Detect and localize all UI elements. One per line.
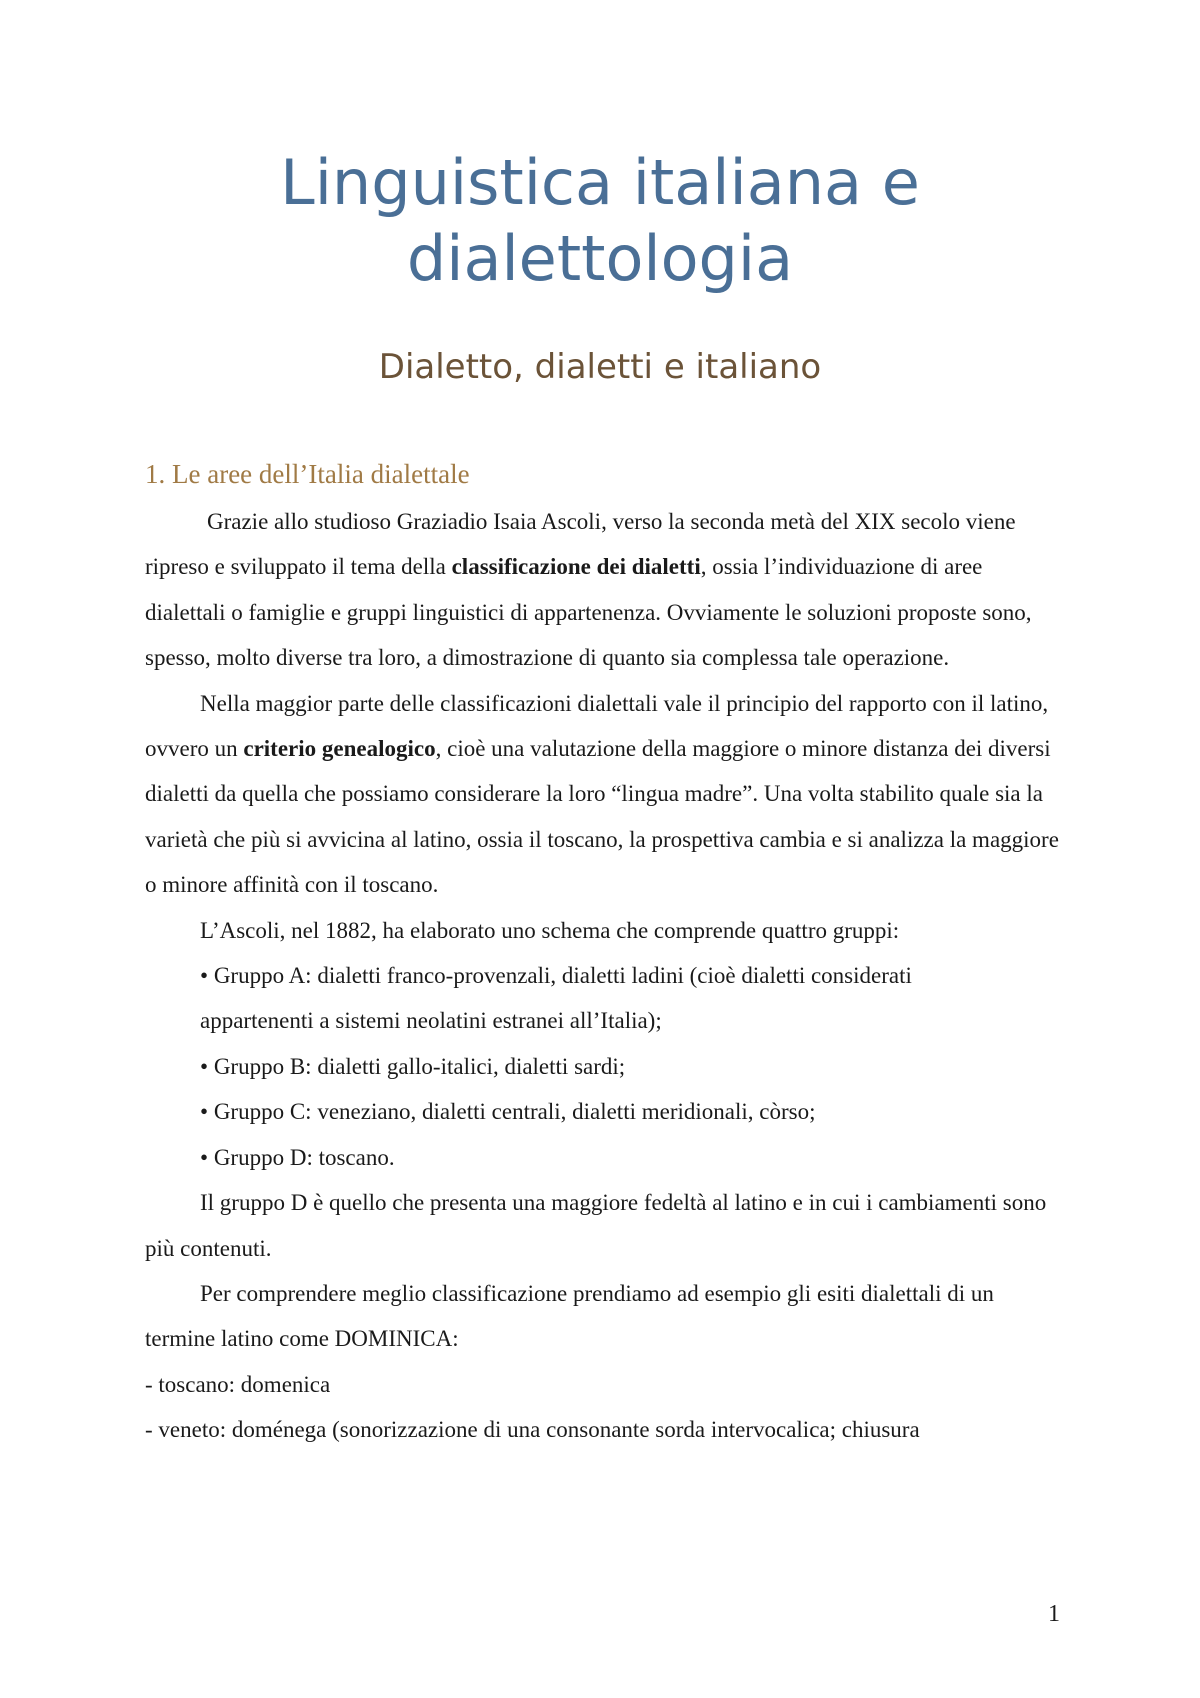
bullet-item-d [145,1135,1065,1180]
bullet-item-c [145,1089,1065,1134]
document-subtitle: Dialetto, dialetti e italiano [378,347,822,387]
bullet-text-a: Gruppo A: dialetti franco-provenzali, dialetti ladini (cioè dialetti considerati [213,963,912,989]
bullet-text-c: Gruppo C: veneziano, dialetti centrali, dialetti meridionali, còrso; [213,1099,816,1125]
title-line-1: Linguistica italiana e [280,146,920,219]
bullet-text-b: Gruppo B: dialetti gallo-italici, dialetti sardi; [213,1053,626,1079]
section-heading: 1. Le aree dell’Italia dialettale [145,459,470,489]
bullet-item-a [145,953,1065,998]
paragraph-1 [145,499,1065,681]
bullet-icon: • [200,1053,209,1079]
paragraph-5: Per comprendere meglio classificazione prendiamo ad esempio gli esiti dialettali di un termine latino come DOMINICA: [145,1280,994,1352]
paragraph-1-text-b: , ossia l’individuazione di aree dialettali o famiglie e gruppi linguistici di appartenenza. Ovviamente le soluzioni proposte sono, spesso, molto diverse tra loro, a dimostrazione di quanto sia complessa tale operazione. [145,554,1032,671]
paragraph-2-bold: criterio genealogico [243,736,436,762]
list-item: - veneto: doménega (sonorizzazione di una consonante sorda intervocalica; chiusura [145,1417,920,1443]
bullet-item-a-continued [145,998,1065,1043]
paragraph-2 [145,681,1065,908]
document-title [0,145,1200,297]
bullet-icon: • [200,963,209,989]
page-number: 1 [1048,1601,1060,1627]
bullet-item-b [145,1044,1065,1089]
paragraph-4: Il gruppo D è quello che presenta una maggiore fedeltà al latino e in cui i cambiamenti sono più contenuti. [145,1190,1047,1261]
title-line-2: dialettologia [406,222,794,295]
bullet-icon: • [200,1099,209,1125]
paragraph-3: L’Ascoli, nel 1882, ha elaborato uno schema che comprende quattro gruppi: [200,917,900,943]
paragraph-1-text-a: Grazie allo studioso Graziadio Isaia Ascoli, verso la seconda metà del XIX secolo viene ripreso e sviluppato il tema della [145,509,1016,580]
paragraph-2-text-a: Nella maggior parte delle classificazioni dialettali vale il principio del rapporto con il latino, ovvero un [145,690,1049,762]
paragraph-2-text-b: , cioè una valutazione della maggiore o minore distanza dei diversi dialetti da quella che possiamo considerare la loro “lingua madre”. Una volta stabilito quale sia la varietà che più si avvicina al latino, ossia il toscano, la prospettiva cambia e si analizza la maggiore o minore affinità con il toscano. [145,736,1059,898]
bullet-text-d: Gruppo D: toscano. [213,1144,395,1170]
paragraph-1-bold: classificazione dei dialetti [451,554,701,580]
body-text [145,499,1065,1453]
bullet-text-a-continued: appartenenti a sistemi neolatini estranei all’Italia); [200,1008,662,1034]
list-item: - toscano: domenica [145,1371,331,1397]
bullet-icon: • [200,1144,209,1170]
